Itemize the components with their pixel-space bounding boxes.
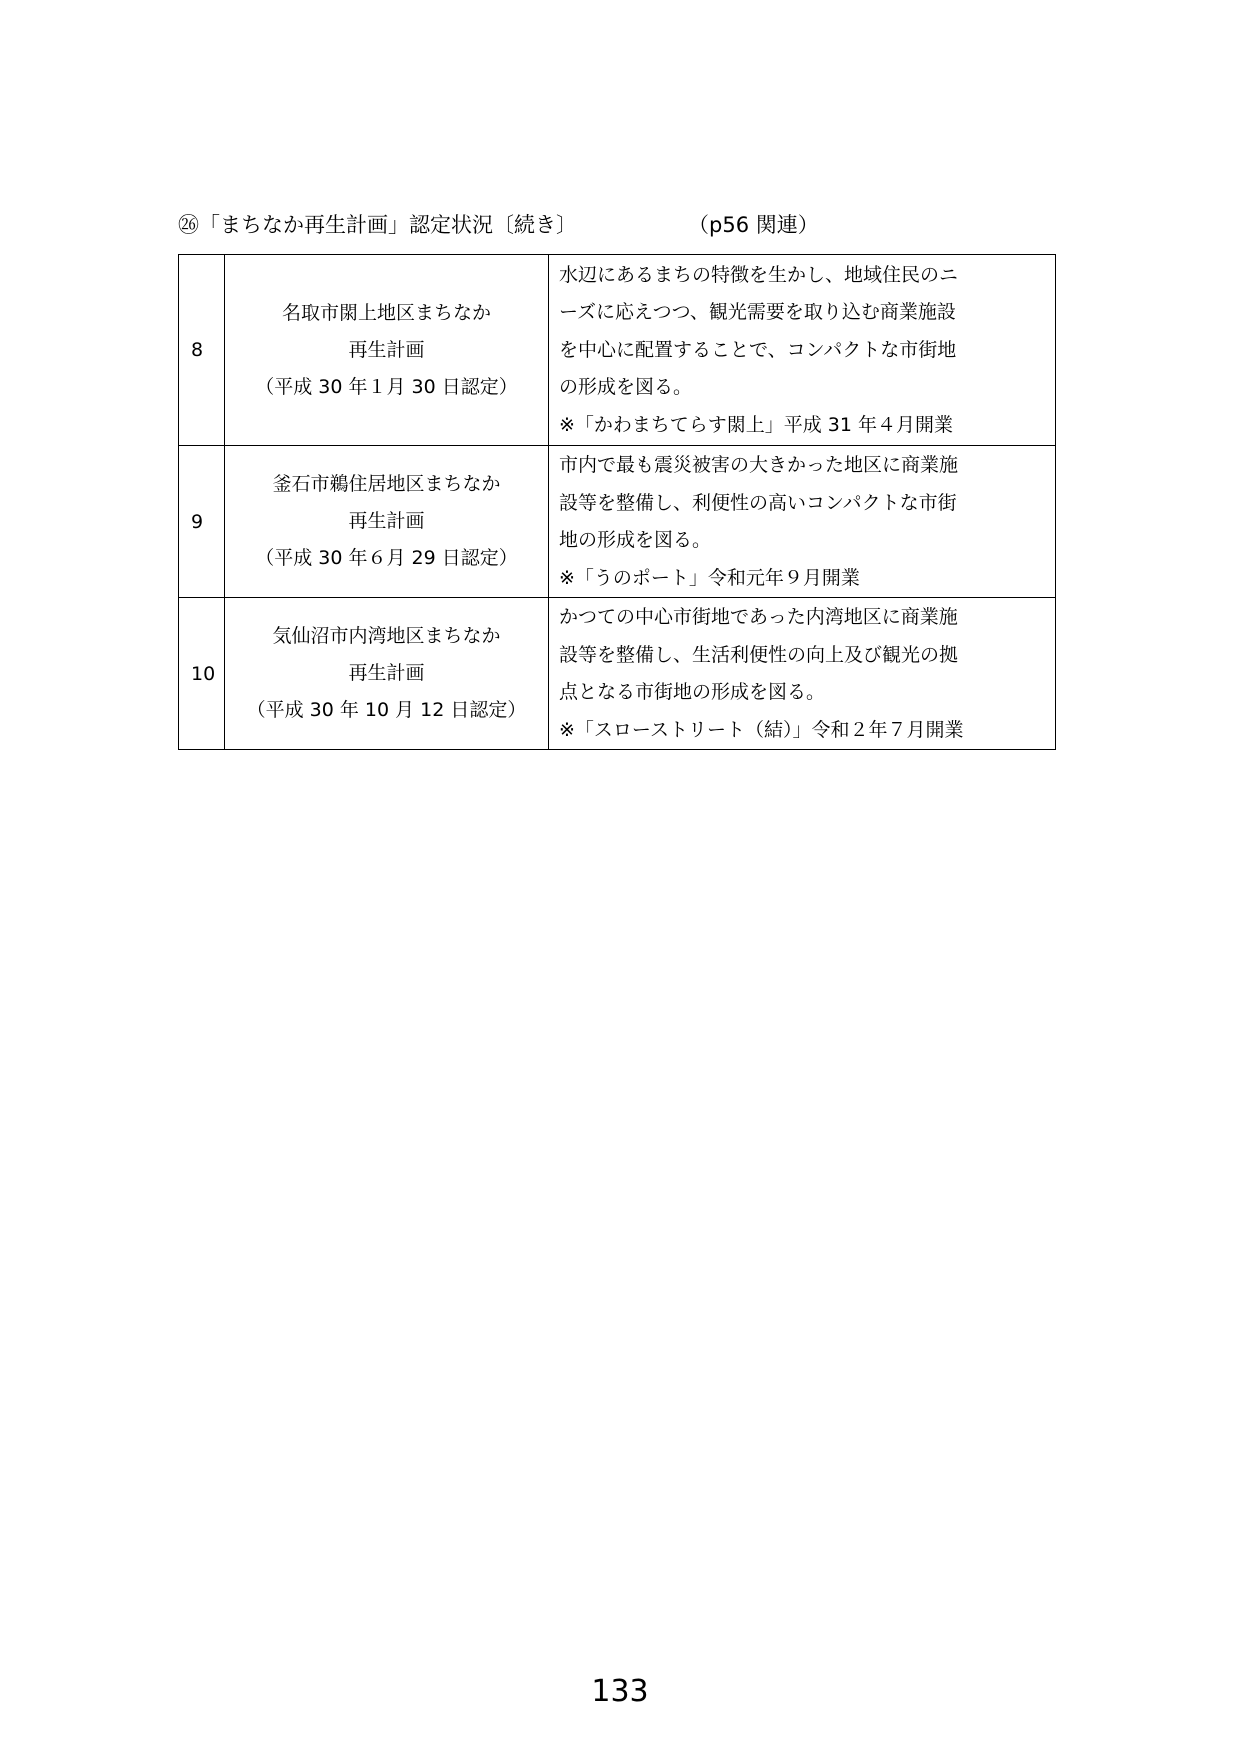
row-number: 9 [179, 446, 225, 598]
plan-name-line: 釜石市鵜住居地区まちなか [272, 473, 501, 495]
description-line: 点となる市街地の形成を図る。 [559, 681, 826, 703]
plan-date-line: （平成 30 年６月 29 日認定） [255, 547, 518, 569]
opening-note: ※「うのポート」令和元年９月開業 [559, 566, 860, 589]
plan-name-line: 名取市閖上地区まちなか [281, 301, 491, 324]
plan-description-cell [549, 598, 1056, 750]
row-number: 8 [179, 255, 225, 446]
description-line: 市内で最も震災被害の大きかった地区に商業施 [559, 454, 959, 476]
description-line: 水辺にあるまちの特徴を生かし、地域住民のニ [559, 263, 959, 286]
plan-name-line: 再生計画 [348, 510, 425, 532]
plan-name-cell [225, 446, 549, 598]
opening-note: ※「スローストリート（結）」令和２年７月開業 [559, 718, 964, 741]
description-line: 設等を整備し、利便性の高いコンパクトな市街 [559, 491, 957, 514]
heading-title: ㉖「まちなか再生計画」認定状況〔続き〕 [178, 213, 577, 237]
description-line: の形成を図る。 [559, 376, 693, 399]
heading-reference: （p56 関連） [688, 213, 819, 237]
description-line: 地の形成を図る。 [559, 529, 712, 551]
page-number: 133 [591, 1674, 649, 1709]
table-row [179, 446, 1056, 598]
plan-name-line: 再生計画 [348, 662, 425, 684]
row-number: 10 [179, 598, 225, 750]
plan-date-line: （平成 30 年 10 月 12 日認定） [246, 699, 527, 721]
plans-table [178, 254, 1056, 750]
table-row [179, 255, 1056, 446]
opening-note: ※「かわまちてらす閖上」平成 31 年４月開業 [559, 413, 953, 436]
plan-description-cell [549, 446, 1056, 598]
plan-date-line: （平成 30 年１月 30 日認定） [255, 375, 518, 398]
description-line: を中心に配置することで、コンパクトな市街地 [559, 338, 957, 361]
plan-description-cell [549, 255, 1056, 446]
description-line: ーズに応えつつ、観光需要を取り込む商業施設 [559, 301, 956, 324]
plan-name-line: 再生計画 [348, 338, 425, 361]
description-line: 設等を整備し、生活利便性の向上及び観光の拠 [559, 643, 959, 666]
section-heading [178, 210, 1078, 240]
plan-name-line: 気仙沼市内湾地区まちなか [272, 625, 501, 647]
table-row [179, 598, 1056, 750]
plan-name-cell [225, 255, 549, 446]
plan-name-cell [225, 598, 549, 750]
description-line: かつての中心市街地であった内湾地区に商業施 [559, 606, 958, 628]
